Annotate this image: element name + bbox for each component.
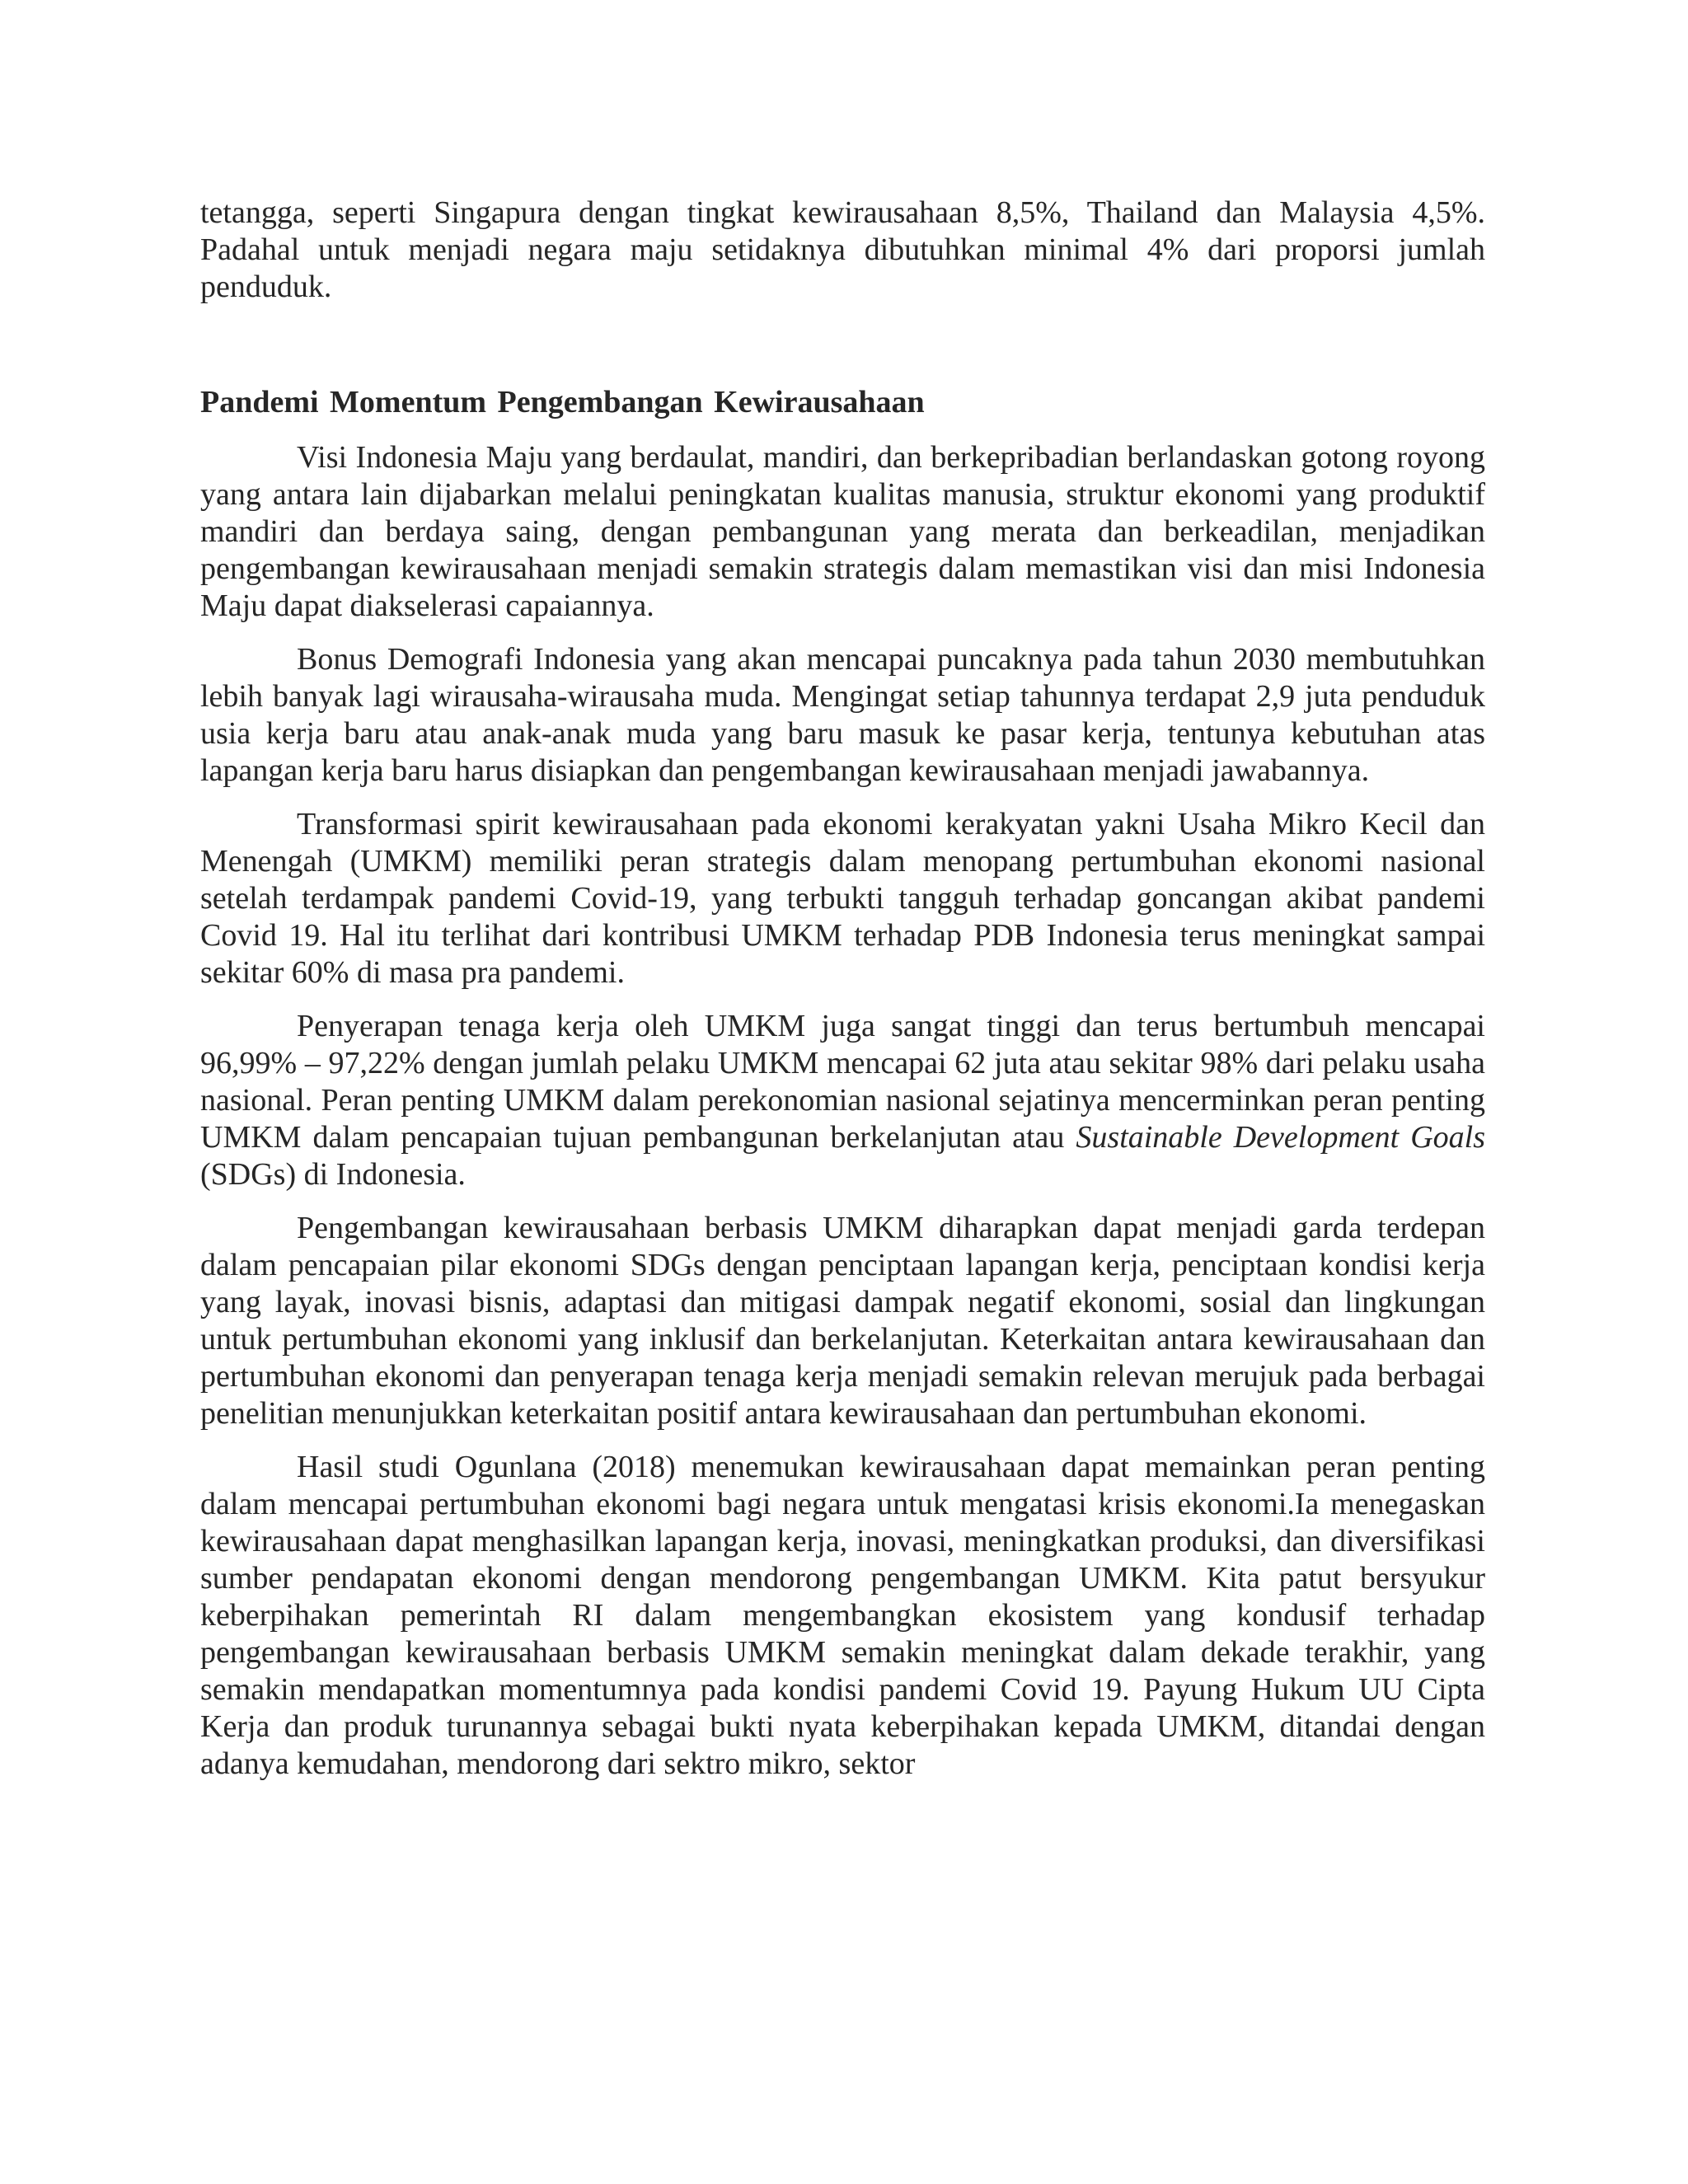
continuation-paragraph: tetangga, seperti Singapura dengan tingkat kewirausahaan 8,5%, Thailand dan Malaysia 4,5%. Padahal untuk menjadi negara maju setidaknya dibutuhkan minimal 4% dari proporsi jumlah penduduk. (200, 195, 1485, 304)
paragraph-bonus-demografi: Bonus Demografi Indonesia yang akan mencapai puncaknya pada tahun 2030 membutuhkan lebih banyak lagi wirausaha-wirausaha muda. Mengingat setiap tahunnya terdapat 2,9 juta penduduk usia kerja baru atau anak-anak muda yang baru masuk ke pasar kerja, tentunya kebutuhan atas lapangan kerja baru harus disiapkan dan pengembangan kewirausahaan menjadi jawabannya. (200, 642, 1485, 788)
paragraph-penyerapan (200, 1008, 1485, 1193)
sdg-italic-term: Sustainable Development Goals (1076, 1120, 1485, 1155)
paragraph-penyerapan-text: Penyerapan tenaga kerja oleh UMKM juga sangat tinggi dan terus bertumbuh mencapai 96,99% – 97,22% dengan jumlah pelaku UMKM mencapai 62 juta atau sekitar 98% dari pelaku usaha nasional. Peran penting UMKM dalam perekonomian nasional sejatinya mencerminkan peran penting UMKM dalam pencapaian tujuan pembangunan berkelanjutan atau (200, 1009, 1485, 1155)
paragraph-penyerapan-tail: (SDGs) di Indonesia. (200, 1157, 466, 1192)
document-body (200, 194, 1485, 1799)
paragraph-transformasi: Transformasi spirit kewirausahaan pada ekonomi kerakyatan yakni Usaha Mikro Kecil dan Menengah (UMKM) memiliki peran strategis dalam menopang pertumbuhan ekonomi nasional setelah terdampak pandemi Covid-19, yang terbukti tangguh terhadap goncangan akibat pandemi Covid 19. Hal itu terlihat dari kontribusi UMKM terhadap PDB Indonesia terus meningkat sampai sekitar 60% di masa pra pandemi. (200, 807, 1485, 990)
paragraph-hasil-studi: Hasil studi Ogunlana (2018) menemukan kewirausahaan dapat memainkan peran penting dalam mencapai pertumbuhan ekonomi bagi negara untuk mengatasi krisis ekonomi.Ia menegaskan kewirausahaan dapat menghasilkan lapangan kerja, inovasi, meningkatkan produksi, dan diversifikasi sumber pendapatan ekonomi dengan mendorong pengembangan UMKM. Kita patut bersyukur keberpihakan pemerintah RI dalam mengembangkan ekosistem yang kondusif terhadap pengembangan kewirausahaan berbasis UMKM semakin meningkat dalam dekade terakhir, yang semakin mendapatkan momentumnya pada kondisi pandemi Covid 19. Payung Hukum UU Cipta Kerja dan produk turunannya sebagai bukti nyata keberpihakan kepada UMKM, ditandai dengan adanya kemudahan, mendorong dari sektro mikro, sektor (200, 1450, 1485, 1781)
paragraph-visi: Visi Indonesia Maju yang berdaulat, mandiri, dan berkepribadian berlandaskan gotong royong yang antara lain dijabarkan melalui peningkatan kualitas manusia, struktur ekonomi yang produktif mandiri dan berdaya saing, dengan pembangunan yang merata dan berkeadilan, menjadikan pengembangan kewirausahaan menjadi semakin strategis dalam memastikan visi dan misi Indonesia Maju dapat diakselerasi capaiannya. (200, 440, 1485, 623)
section-heading: Pandemi Momentum Pengembangan Kewirausahaan (200, 385, 925, 419)
paragraph-pengembangan: Pengembangan kewirausahaan berbasis UMKM diharapkan dapat menjadi garda terdepan dalam pencapaian pilar ekonomi SDGs dengan penciptaan lapangan kerja, penciptaan kondisi kerja yang layak, inovasi bisnis, adaptasi dan mitigasi dampak negatif ekonomi, sosial dan lingkungan untuk pertumbuhan ekonomi yang inklusif dan berkelanjutan. Keterkaitan antara kewirausahaan dan pertumbuhan ekonomi dan penyerapan tenaga kerja menjadi semakin relevan merujuk pada berbagai penelitian menunjukkan keterkaitan positif antara kewirausahaan dan pertumbuhan ekonomi. (200, 1211, 1485, 1431)
